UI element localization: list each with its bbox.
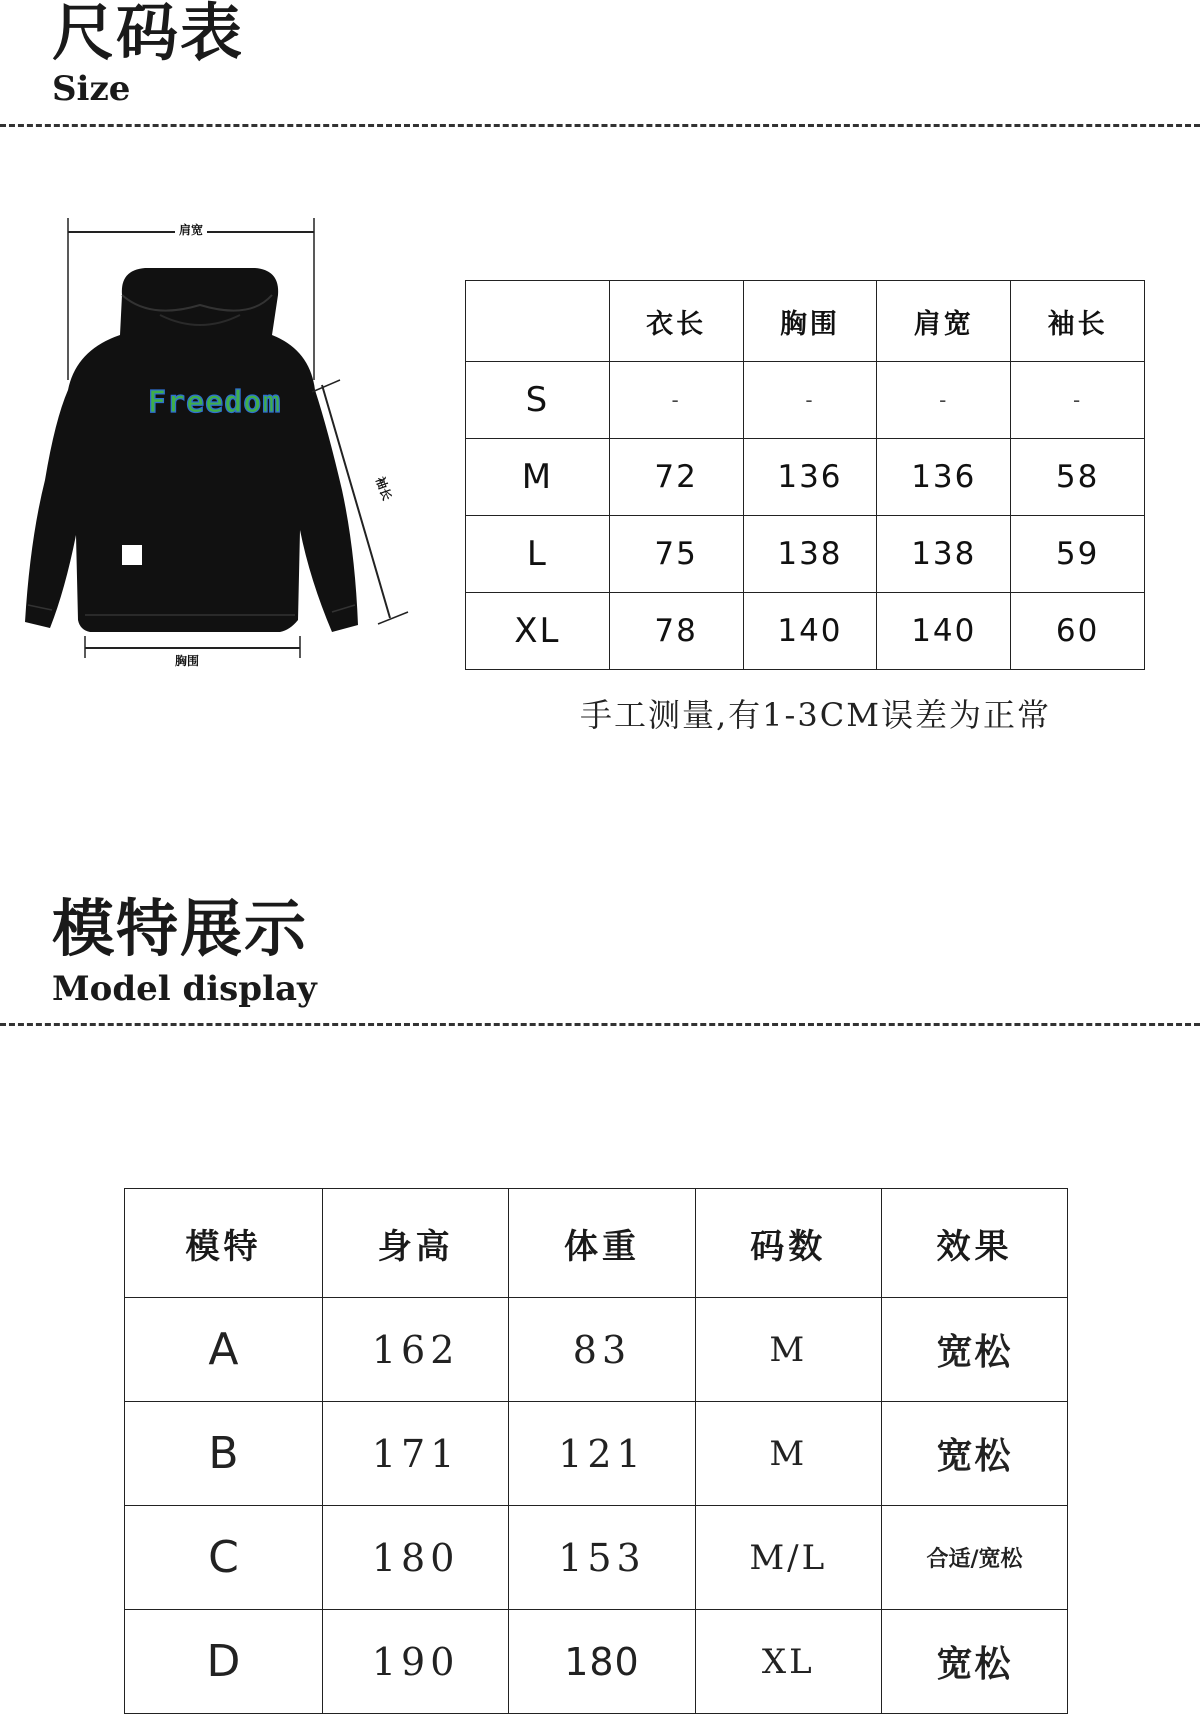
table-cell: 136 (743, 439, 877, 516)
model-name: C (125, 1506, 323, 1610)
section-divider (0, 124, 1200, 127)
chest-label: 胸围 (175, 654, 200, 668)
model-display-title: 模特展示 (52, 892, 309, 965)
model-weight: 180 (509, 1610, 695, 1714)
model-height: 180 (322, 1506, 508, 1610)
model-size: M/L (695, 1506, 881, 1610)
size-label: L (466, 516, 610, 593)
table-cell: - (877, 362, 1011, 439)
model-weight: 153 (509, 1506, 695, 1610)
header-chest: 胸围 (743, 281, 877, 362)
size-label: M (466, 439, 610, 516)
table-row (125, 1610, 1068, 1714)
section-divider (0, 1023, 1200, 1026)
table-cell: 140 (877, 593, 1011, 670)
sleeve-length-label: 袖长 (372, 474, 395, 503)
header-empty-cell (466, 281, 610, 362)
table-cell: - (743, 362, 877, 439)
table-cell: 140 (743, 593, 877, 670)
model-size: M (695, 1402, 881, 1506)
model-name: D (125, 1610, 323, 1714)
model-effect: 宽松 (881, 1298, 1067, 1402)
header-size: 码数 (695, 1189, 881, 1298)
model-table (124, 1188, 1068, 1714)
header-weight: 体重 (509, 1189, 695, 1298)
table-cell: 75 (609, 516, 743, 593)
table-cell: - (1011, 362, 1145, 439)
table-row (466, 362, 1145, 439)
table-row (466, 593, 1145, 670)
model-height: 162 (322, 1298, 508, 1402)
table-cell: 58 (1011, 439, 1145, 516)
model-weight: 83 (509, 1298, 695, 1402)
header-effect: 效果 (881, 1189, 1067, 1298)
table-row (125, 1506, 1068, 1610)
table-cell: 72 (609, 439, 743, 516)
shoulder-width-label: 肩宽 (175, 221, 207, 238)
model-weight: 121 (509, 1402, 695, 1506)
table-cell: 60 (1011, 593, 1145, 670)
hoodie-shape (25, 268, 358, 632)
measurement-note: 手工测量,有1-3CM误差为正常 (580, 696, 1051, 734)
table-row (125, 1298, 1068, 1402)
model-effect: 合适/宽松 (881, 1506, 1067, 1610)
table-cell: 136 (877, 439, 1011, 516)
header-model: 模特 (125, 1189, 323, 1298)
size-label: S (466, 362, 610, 439)
size-table (465, 280, 1145, 670)
model-height: 171 (322, 1402, 508, 1506)
table-row (125, 1402, 1068, 1506)
model-effect: 宽松 (881, 1610, 1067, 1714)
model-table-header (125, 1189, 1068, 1298)
header-sleeve: 袖长 (1011, 281, 1145, 362)
header-shoulder: 肩宽 (877, 281, 1011, 362)
size-chart-subtitle: Size (52, 69, 131, 109)
table-cell: 78 (609, 593, 743, 670)
table-cell: 138 (877, 516, 1011, 593)
table-cell: 59 (1011, 516, 1145, 593)
model-name: B (125, 1402, 323, 1506)
size-table-header (466, 281, 1145, 362)
table-cell: - (609, 362, 743, 439)
model-display-subtitle: Model display (52, 969, 317, 1009)
model-height: 190 (322, 1610, 508, 1714)
header-length: 衣长 (609, 281, 743, 362)
model-effect: 宽松 (881, 1402, 1067, 1506)
model-size: M (695, 1298, 881, 1402)
size-chart-title: 尺码表 (52, 0, 245, 69)
table-row (466, 439, 1145, 516)
hoodie-drawing (10, 200, 430, 680)
header-height: 身高 (322, 1189, 508, 1298)
table-row (466, 516, 1145, 593)
white-patch (122, 545, 142, 565)
table-cell: 138 (743, 516, 877, 593)
model-name: A (125, 1298, 323, 1402)
logo-text: Freedom (148, 385, 282, 420)
size-label: XL (466, 593, 610, 670)
hoodie-illustration (10, 200, 430, 680)
model-size: XL (695, 1610, 881, 1714)
